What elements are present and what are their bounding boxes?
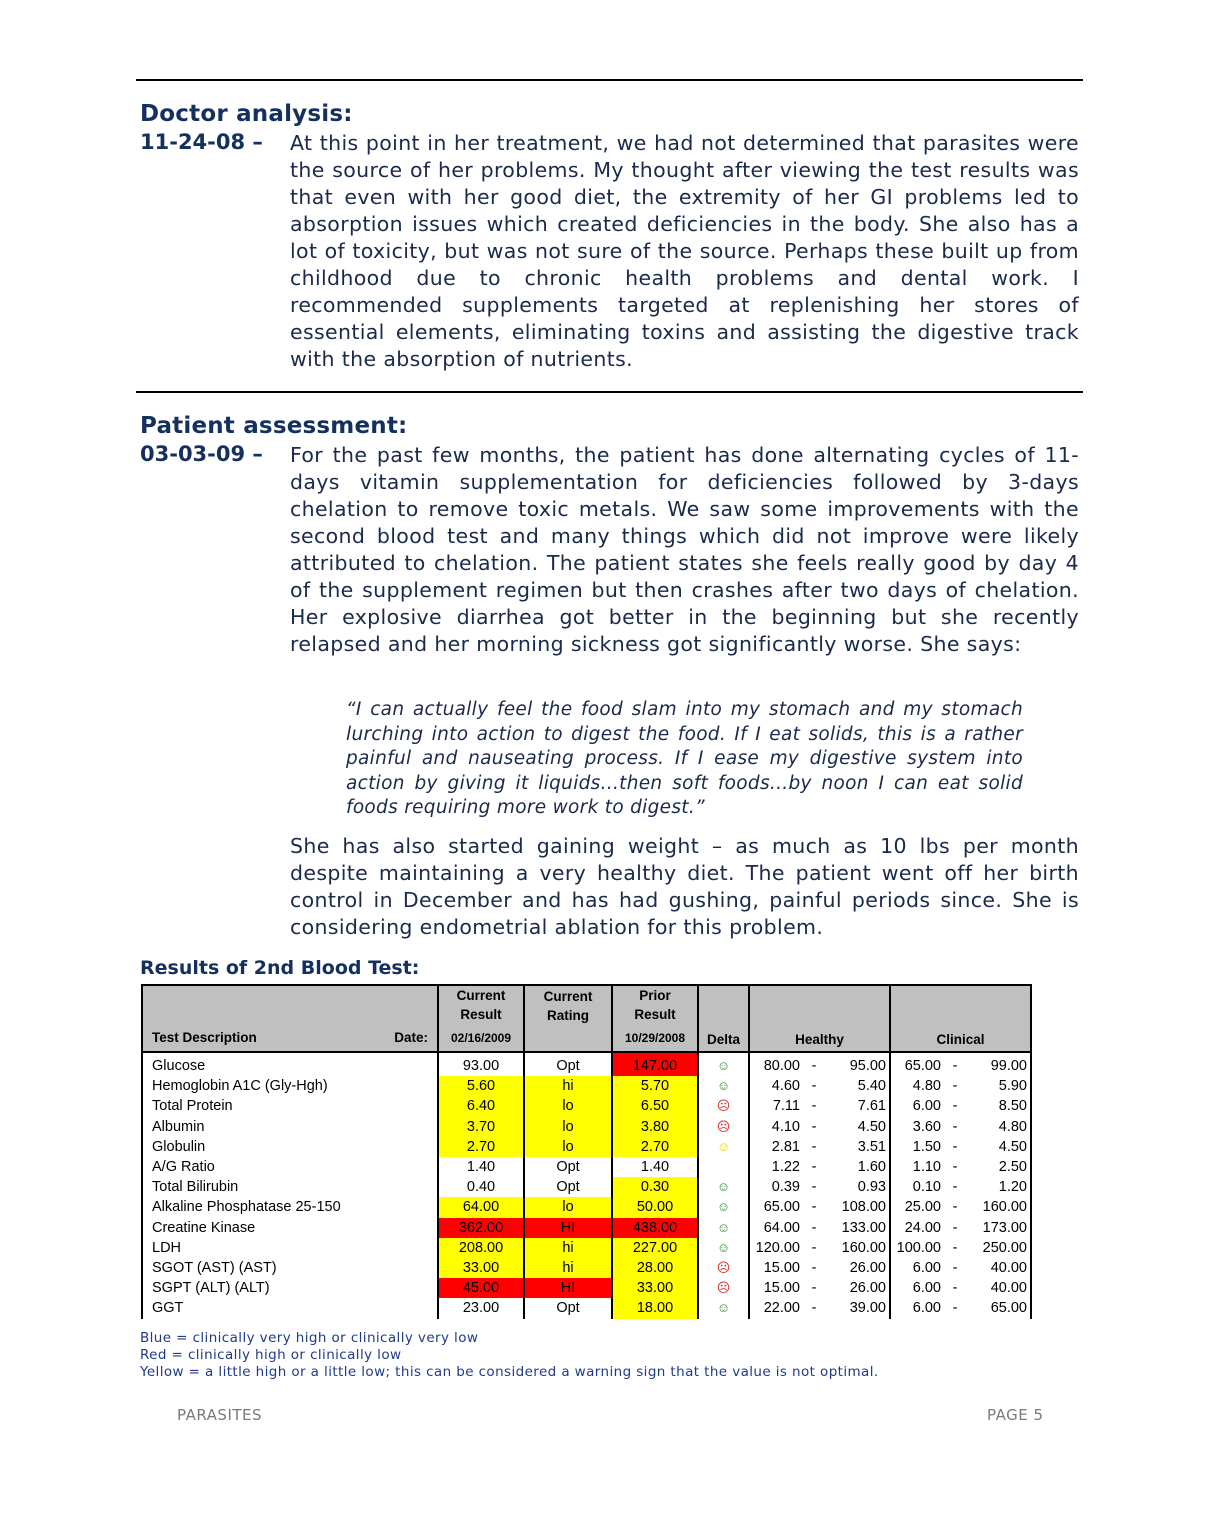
delta-cell: [698, 1278, 749, 1298]
table-row: [142, 1278, 1031, 1298]
delta-cell: [698, 1157, 749, 1177]
doctor-analysis-date: 11-24-08 –: [140, 130, 263, 154]
healthy-high-cell: 0.93: [828, 1177, 890, 1197]
current-rating-cell: HI: [524, 1218, 612, 1238]
patient-quote: “I can actually feel the food slam into my stomach and my stomach lurching into action to digest the food. If I eat solids, this is a rather painful and nauseating process. If I ease my digestive system into action by giving it liquids...then soft foods...by noon I can eat solid foods requiring more work to digest.”: [346, 699, 1023, 818]
results-title: Results of 2nd Blood Test:: [140, 957, 420, 979]
doctor-analysis-text: At this point in her treatment, we had not determined that parasites were the source of her problems. My thought after viewing the test results was that even with her good diet, the extremity of her GI problems led to absorption issues which created deficiencies in the body. She also has a lot of toxicity, but was not sure of the source. Perhaps these built up from childhood due to chronic health problems and dental work. I recommended supplements targeted at replenishing her stores of essential elements, eliminating toxins and assisting the digestive track with the absorption of nutrients.: [290, 131, 1079, 371]
table-row: [142, 1052, 1031, 1076]
healthy-low-cell: 7.11: [749, 1096, 800, 1116]
delta-cell: [698, 1052, 749, 1076]
smile-face-icon: ☺: [716, 1138, 731, 1154]
healthy-high-cell: 3.51: [828, 1137, 890, 1157]
clinical-dash: -: [952, 1199, 958, 1216]
header-prior-line1: Prior: [639, 988, 671, 1003]
clinical-high-cell: 173.00: [969, 1218, 1031, 1238]
test-description-cell: SGOT (AST) (AST): [142, 1258, 438, 1278]
healthy-high-cell: 7.61: [828, 1096, 890, 1116]
healthy-high-cell: 4.50: [828, 1117, 890, 1137]
table-body: [142, 1052, 1031, 1319]
current-rating-cell: lo: [524, 1137, 612, 1157]
current-rating-cell: hi: [524, 1076, 612, 1096]
header-date-label: Date:: [394, 1030, 428, 1045]
clinical-dash: -: [952, 1260, 958, 1277]
table-row: [142, 1298, 1031, 1318]
table-row: [142, 1117, 1031, 1137]
healthy-high-cell: 160.00: [828, 1238, 890, 1258]
legend-blue: Blue = clinically very high or clinically very low: [140, 1330, 479, 1346]
healthy-dash: -: [811, 1078, 817, 1095]
test-description-cell: Total Bilirubin: [142, 1177, 438, 1197]
middle-rule: [136, 391, 1083, 393]
current-result-cell: 208.00: [438, 1238, 524, 1258]
clinical-dash: -: [952, 1280, 958, 1297]
header-current-result-line2: Result: [460, 1007, 502, 1022]
header-current-result-line1: Current: [456, 988, 506, 1003]
healthy-dash: -: [811, 1280, 817, 1297]
header-delta: Delta: [698, 985, 749, 1052]
test-description-cell: Glucose: [142, 1052, 438, 1076]
table-row: [142, 1238, 1031, 1258]
clinical-low-cell: 25.00: [890, 1197, 941, 1217]
current-rating-cell: Opt: [524, 1157, 612, 1177]
header-current-rating-line1: Current: [543, 989, 593, 1004]
clinical-low-cell: 1.50: [890, 1137, 941, 1157]
healthy-dash: -: [811, 1118, 817, 1135]
smile-face-icon: ☺: [716, 1179, 731, 1195]
header-current-result: [438, 985, 524, 1052]
header-test-label: Test Description: [152, 1030, 257, 1045]
table-row: [142, 1137, 1031, 1157]
patient-assessment-text-2: She has also started gaining weight – as much as 10 lbs per month despite maintaining a very healthy diet. The patient went off her birth control in December and has had gushing, painful periods since. She is considering endometrial ablation for this problem.: [290, 834, 1079, 939]
table-row: [142, 1258, 1031, 1278]
clinical-low-cell: 24.00: [890, 1218, 941, 1238]
healthy-low-cell: 4.60: [749, 1076, 800, 1096]
clinical-low-cell: 100.00: [890, 1238, 941, 1258]
test-description-cell: Alkaline Phosphatase 25-150: [142, 1197, 438, 1217]
header-prior-date: 10/29/2008: [624, 1031, 686, 1045]
clinical-low-cell: 6.00: [890, 1258, 941, 1278]
current-rating-cell: Opt: [524, 1052, 612, 1076]
clinical-high-cell: 65.00: [969, 1298, 1031, 1318]
prior-result-cell: 33.00: [612, 1278, 698, 1298]
footer-page-number: PAGE 5: [987, 1406, 1044, 1424]
legend-red: Red = clinically high or clinically low: [140, 1347, 402, 1363]
delta-cell: [698, 1218, 749, 1238]
healthy-high-cell: 1.60: [828, 1157, 890, 1177]
clinical-dash: -: [952, 1098, 958, 1115]
healthy-dash: -: [811, 1098, 817, 1115]
test-description-cell: Creatine Kinase: [142, 1218, 438, 1238]
prior-result-cell: 5.70: [612, 1076, 698, 1096]
clinical-dash: -: [952, 1300, 958, 1317]
prior-result-cell: 0.30: [612, 1177, 698, 1197]
delta-cell: [698, 1096, 749, 1116]
clinical-dash: -: [952, 1179, 958, 1196]
healthy-low-cell: 64.00: [749, 1218, 800, 1238]
healthy-high-cell: 133.00: [828, 1218, 890, 1238]
healthy-dash: -: [811, 1138, 817, 1155]
doctor-analysis-heading: Doctor analysis:: [140, 101, 353, 127]
current-result-cell: 45.00: [438, 1278, 524, 1298]
healthy-high-cell: 26.00: [828, 1258, 890, 1278]
current-rating-cell: Opt: [524, 1298, 612, 1318]
current-result-cell: 6.40: [438, 1096, 524, 1116]
table-row: [142, 1218, 1031, 1238]
delta-cell: [698, 1238, 749, 1258]
header-prior-line2: Result: [634, 1007, 676, 1022]
test-description-cell: LDH: [142, 1238, 438, 1258]
current-rating-cell: lo: [524, 1197, 612, 1217]
table-row: [142, 1197, 1031, 1217]
clinical-low-cell: 6.00: [890, 1298, 941, 1318]
current-result-cell: 23.00: [438, 1298, 524, 1318]
patient-assessment-heading: Patient assessment:: [140, 413, 408, 439]
healthy-dash: -: [811, 1239, 817, 1256]
smile-face-icon: ☺: [716, 1219, 731, 1235]
clinical-high-cell: 1.20: [969, 1177, 1031, 1197]
healthy-low-cell: 15.00: [749, 1278, 800, 1298]
test-description-cell: Hemoglobin A1C (Gly-Hgh): [142, 1076, 438, 1096]
header-current-date: 02/16/2009: [450, 1031, 512, 1045]
delta-cell: [698, 1258, 749, 1278]
healthy-high-cell: 39.00: [828, 1298, 890, 1318]
clinical-high-cell: 5.90: [969, 1076, 1031, 1096]
prior-result-cell: 28.00: [612, 1258, 698, 1278]
healthy-dash: -: [811, 1159, 817, 1176]
healthy-low-cell: 22.00: [749, 1298, 800, 1318]
prior-result-cell: 50.00: [612, 1197, 698, 1217]
clinical-low-cell: 3.60: [890, 1117, 941, 1137]
patient-assessment-date: 03-03-09 –: [140, 442, 263, 466]
clinical-high-cell: 250.00: [969, 1238, 1031, 1258]
healthy-high-cell: 108.00: [828, 1197, 890, 1217]
delta-cell: [698, 1076, 749, 1096]
footer-title: PARASITES: [177, 1406, 263, 1424]
clinical-high-cell: 160.00: [969, 1197, 1031, 1217]
healthy-dash: -: [811, 1260, 817, 1277]
table-row: [142, 1177, 1031, 1197]
patient-assessment-text: For the past few months, the patient has done alternating cycles of 11-days vitamin supplementation for deficiencies followed by 3-days chelation to remove toxic metals. We saw some improvements with the second blood test and many things which did not improve were likely attributed to chelation. The patient states she feels really good by day 4 of the supplement regimen but then crashes after two days of chelation. Her explosive diarrhea got better in the beginning but she recently relapsed and her morning sickness got significantly worse. She says:: [290, 443, 1079, 656]
current-result-cell: 33.00: [438, 1258, 524, 1278]
delta-cell: [698, 1177, 749, 1197]
clinical-dash: -: [952, 1219, 958, 1236]
header-healthy: Healthy: [749, 985, 890, 1052]
delta-cell: [698, 1117, 749, 1137]
healthy-dash: -: [811, 1058, 817, 1074]
clinical-dash: -: [952, 1138, 958, 1155]
prior-result-cell: 227.00: [612, 1238, 698, 1258]
clinical-dash: -: [952, 1058, 958, 1074]
clinical-high-cell: 4.50: [969, 1137, 1031, 1157]
clinical-high-cell: 40.00: [969, 1258, 1031, 1278]
prior-result-cell: 1.40: [612, 1157, 698, 1177]
header-prior-result: [612, 985, 698, 1052]
healthy-low-cell: 0.39: [749, 1177, 800, 1197]
test-description-cell: SGPT (ALT) (ALT): [142, 1278, 438, 1298]
prior-result-cell: 2.70: [612, 1137, 698, 1157]
table-row: [142, 1157, 1031, 1177]
healthy-dash: -: [811, 1199, 817, 1216]
frown-face-icon: ☹: [716, 1280, 731, 1296]
current-result-cell: 1.40: [438, 1157, 524, 1177]
healthy-low-cell: 4.10: [749, 1117, 800, 1137]
healthy-high-cell: 5.40: [828, 1076, 890, 1096]
clinical-low-cell: 1.10: [890, 1157, 941, 1177]
current-result-cell: 93.00: [438, 1052, 524, 1076]
delta-cell: [698, 1298, 749, 1318]
test-description-cell: Globulin: [142, 1137, 438, 1157]
test-description-cell: Total Protein: [142, 1096, 438, 1116]
clinical-dash: -: [952, 1159, 958, 1176]
healthy-low-cell: 80.00: [749, 1052, 800, 1076]
smile-face-icon: ☺: [716, 1239, 731, 1255]
clinical-low-cell: 0.10: [890, 1177, 941, 1197]
healthy-dash: -: [811, 1300, 817, 1317]
current-rating-cell: lo: [524, 1117, 612, 1137]
current-result-cell: 64.00: [438, 1197, 524, 1217]
prior-result-cell: 438.00: [612, 1218, 698, 1238]
healthy-low-cell: 120.00: [749, 1238, 800, 1258]
clinical-low-cell: 6.00: [890, 1278, 941, 1298]
healthy-dash: -: [811, 1179, 817, 1196]
clinical-high-cell: 99.00: [969, 1052, 1031, 1076]
smile-face-icon: ☺: [716, 1199, 731, 1215]
frown-face-icon: ☹: [716, 1098, 731, 1114]
healthy-high-cell: 26.00: [828, 1278, 890, 1298]
clinical-high-cell: 40.00: [969, 1278, 1031, 1298]
test-description-cell: A/G Ratio: [142, 1157, 438, 1177]
current-result-cell: 362.00: [438, 1218, 524, 1238]
header-current-rating: [524, 985, 612, 1052]
test-description-cell: Albumin: [142, 1117, 438, 1137]
clinical-dash: -: [952, 1239, 958, 1256]
header-clinical: Clinical: [890, 985, 1031, 1052]
prior-result-cell: 3.80: [612, 1117, 698, 1137]
clinical-high-cell: 8.50: [969, 1096, 1031, 1116]
current-rating-cell: HI: [524, 1278, 612, 1298]
table-row: [142, 1076, 1031, 1096]
current-rating-cell: hi: [524, 1238, 612, 1258]
healthy-low-cell: 1.22: [749, 1157, 800, 1177]
smile-face-icon: ☺: [716, 1300, 731, 1316]
clinical-low-cell: 65.00: [890, 1052, 941, 1076]
header-current-rating-line2: Rating: [547, 1008, 589, 1023]
clinical-low-cell: 4.80: [890, 1076, 941, 1096]
current-result-cell: 3.70: [438, 1117, 524, 1137]
current-result-cell: 2.70: [438, 1137, 524, 1157]
clinical-low-cell: 6.00: [890, 1096, 941, 1116]
blood-test-table: [141, 984, 1032, 1319]
current-rating-cell: Opt: [524, 1177, 612, 1197]
table-row: [142, 1096, 1031, 1116]
healthy-low-cell: 65.00: [749, 1197, 800, 1217]
table-header-row: [142, 985, 1031, 1052]
smile-face-icon: ☺: [716, 1078, 731, 1094]
prior-result-cell: 6.50: [612, 1096, 698, 1116]
current-rating-cell: lo: [524, 1096, 612, 1116]
healthy-dash: -: [811, 1219, 817, 1236]
legend-yellow: Yellow = a little high or a little low; this can be considered a warning sign that the value is not optimal.: [140, 1364, 879, 1380]
current-result-cell: 5.60: [438, 1076, 524, 1096]
frown-face-icon: ☹: [716, 1118, 731, 1134]
current-result-cell: 0.40: [438, 1177, 524, 1197]
prior-result-cell: 18.00: [612, 1298, 698, 1318]
healthy-high-cell: 95.00: [828, 1052, 890, 1076]
test-description-cell: GGT: [142, 1298, 438, 1318]
header-test-description: [142, 985, 438, 1052]
clinical-high-cell: 4.80: [969, 1117, 1031, 1137]
top-rule: [136, 79, 1083, 81]
current-rating-cell: hi: [524, 1258, 612, 1278]
healthy-low-cell: 2.81: [749, 1137, 800, 1157]
delta-cell: [698, 1137, 749, 1157]
clinical-dash: -: [952, 1118, 958, 1135]
frown-face-icon: ☹: [716, 1260, 731, 1276]
healthy-low-cell: 15.00: [749, 1258, 800, 1278]
clinical-dash: -: [952, 1078, 958, 1095]
clinical-high-cell: 2.50: [969, 1157, 1031, 1177]
prior-result-cell: 147.00: [612, 1052, 698, 1076]
delta-cell: [698, 1197, 749, 1217]
smile-face-icon: ☺: [716, 1058, 731, 1073]
